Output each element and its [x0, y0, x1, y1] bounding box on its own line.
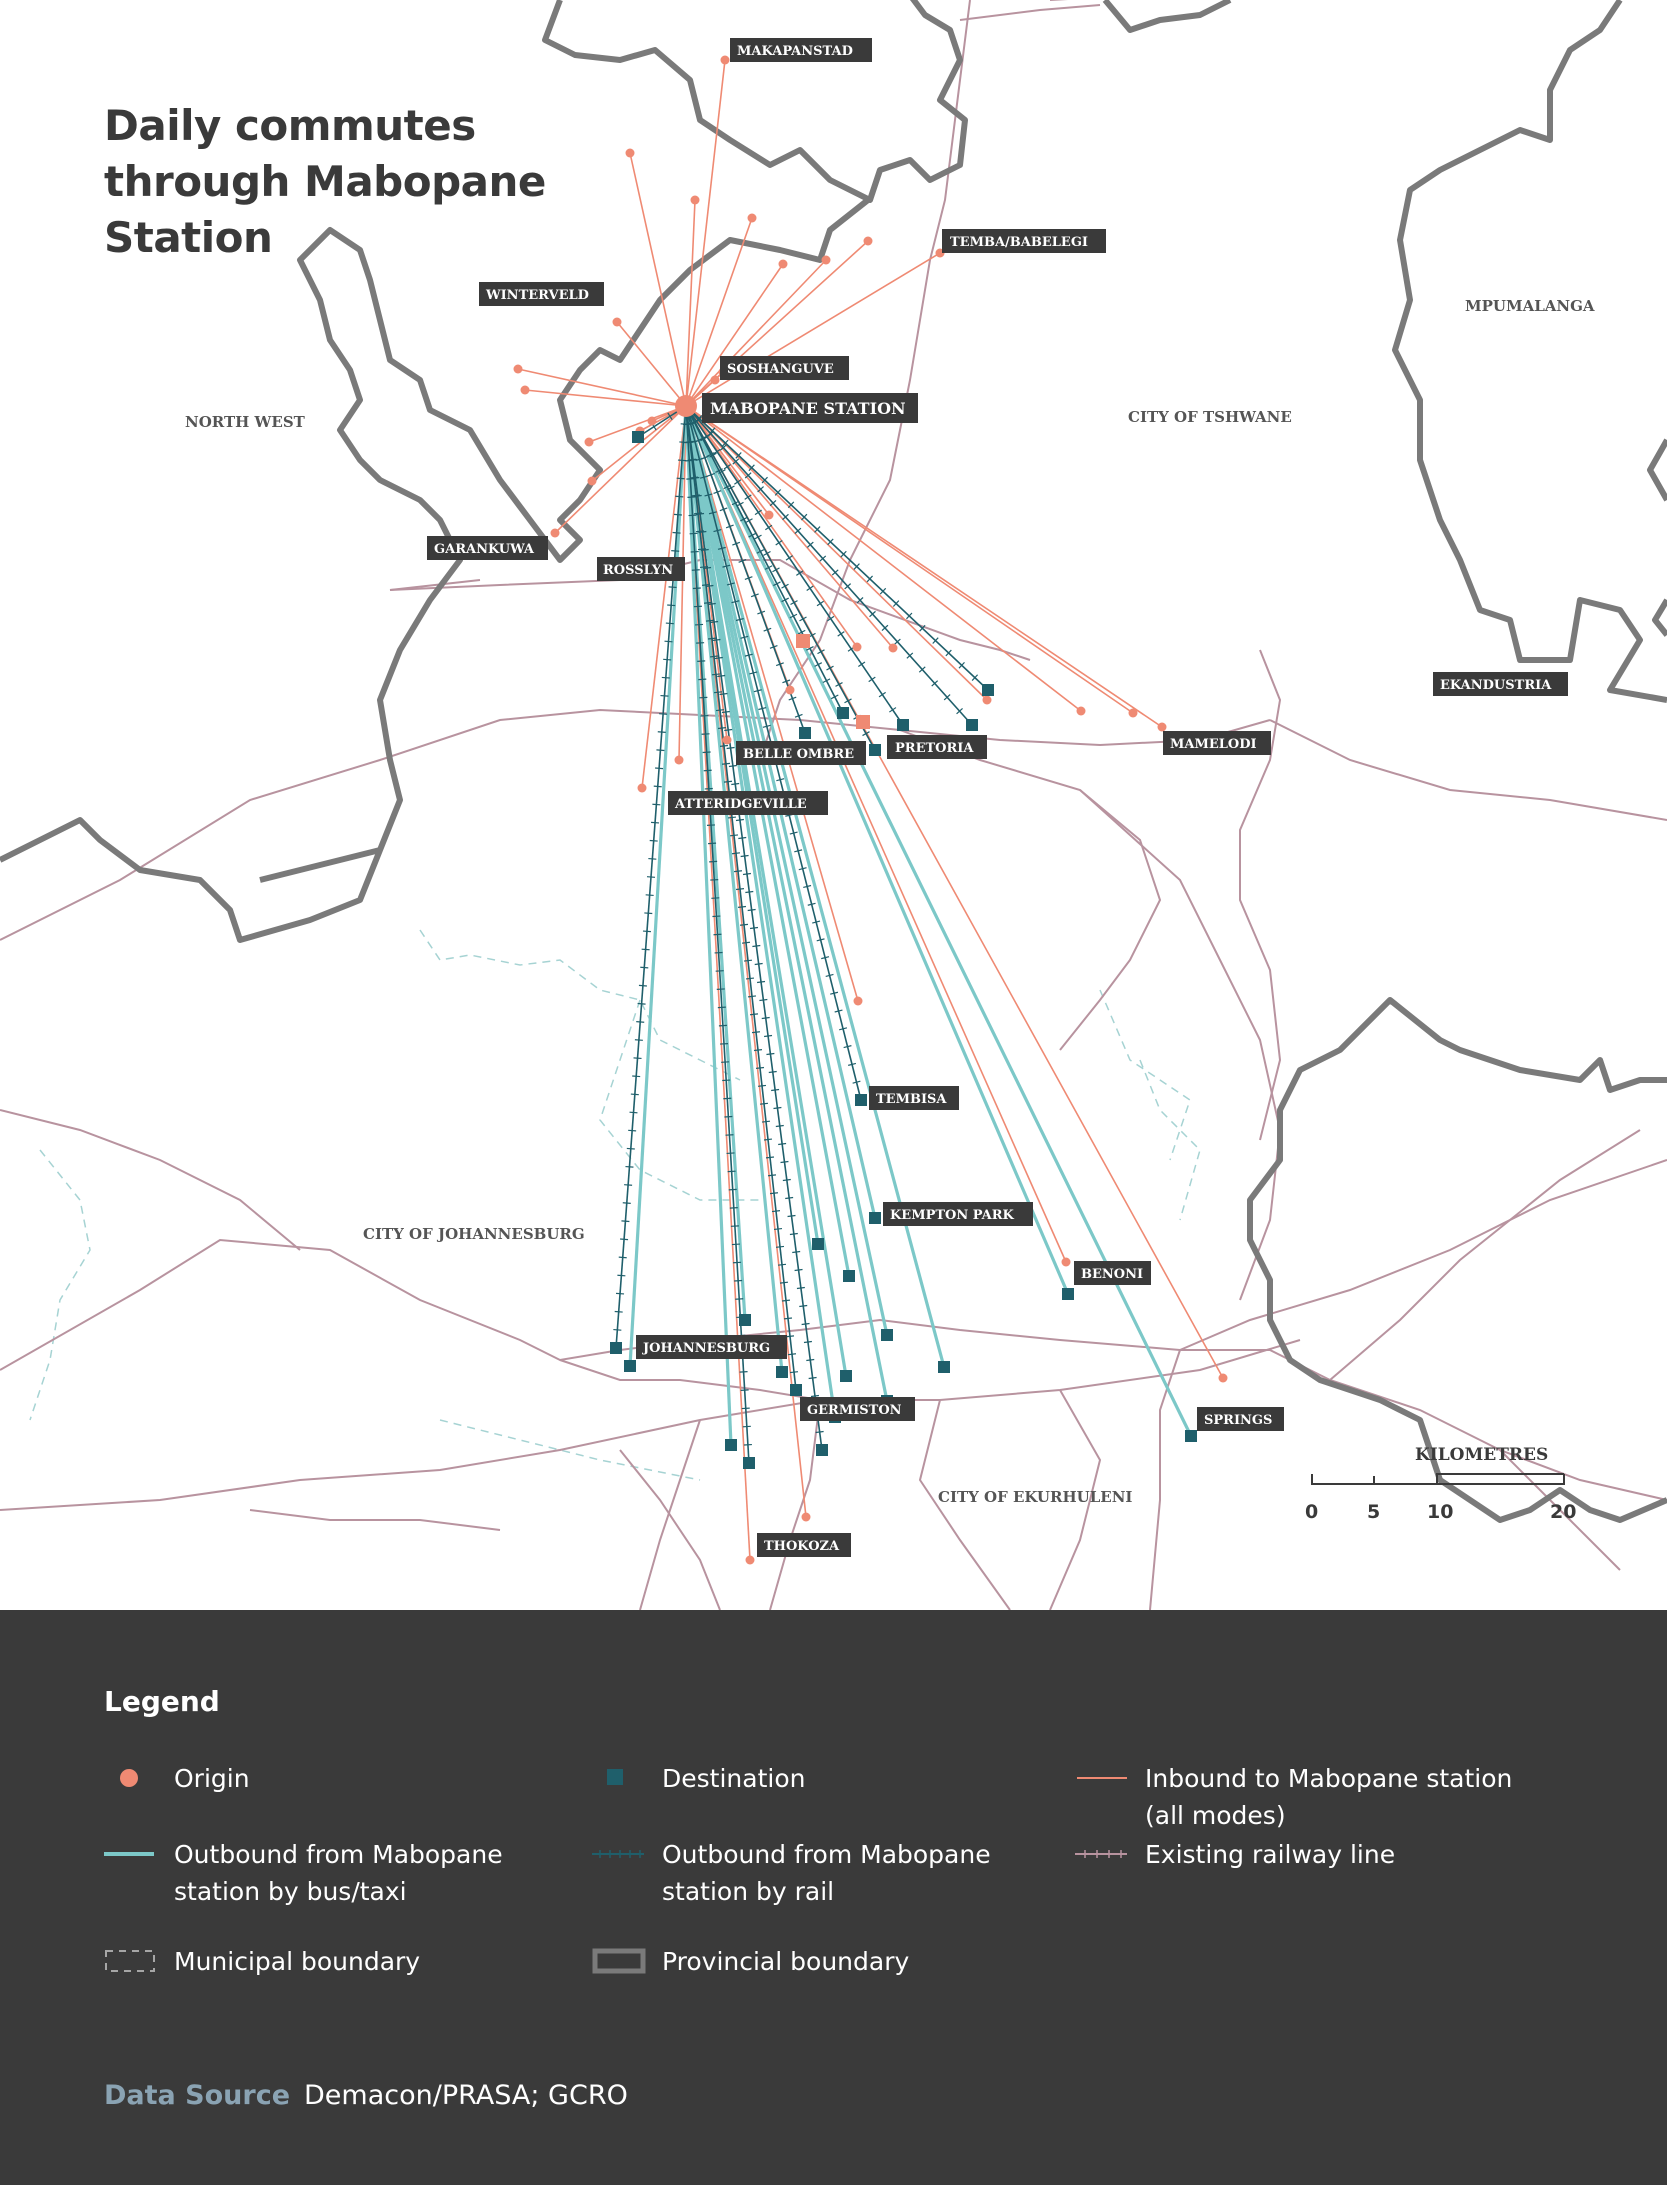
place-label-temba-babelegi	[942, 229, 1106, 253]
rail-route-tick	[765, 525, 772, 529]
svg-text:TEMBISA: TEMBISA	[876, 1092, 947, 1107]
destination-point	[632, 431, 644, 443]
inbound-route-line	[686, 253, 940, 406]
rail-route-tick	[619, 1257, 627, 1258]
rail-route-tick	[640, 967, 648, 968]
legend-panel	[0, 1610, 1667, 2185]
rail-route-tick	[673, 533, 681, 534]
svg-text:WINTERVELD: WINTERVELD	[486, 288, 589, 303]
destination-point	[790, 1384, 802, 1396]
svg-text:MABOPANE STATION: MABOPANE STATION	[710, 399, 906, 418]
rail-route-tick	[613, 1330, 621, 1331]
svg-text:JOHANNESBURG: JOHANNESBURG	[643, 1341, 771, 1356]
route-endpoints	[514, 56, 1228, 1565]
origin-point	[638, 784, 647, 793]
region-city-of-ekurhuleni: CITY OF EKURHULENI	[938, 1488, 1133, 1506]
rail-route-tick	[764, 1035, 772, 1036]
inbound-route-line	[686, 260, 826, 406]
rail-route-tick	[652, 804, 660, 805]
rail-route-tick	[666, 623, 674, 624]
rail-route-tick	[667, 605, 675, 606]
rail-route-tick	[624, 1185, 632, 1186]
svg-text:0: 0	[1305, 1501, 1319, 1523]
destination-point	[739, 1314, 751, 1326]
rail-route-tick	[662, 677, 670, 678]
rail-route-tick	[728, 817, 736, 818]
origin-point	[765, 511, 774, 520]
destination-symbol	[592, 1760, 662, 1794]
legend-label-provincial: Provincial boundary	[662, 1947, 910, 1976]
origin-point	[721, 56, 730, 65]
rail-route-tick	[615, 1311, 623, 1312]
destination-point	[816, 1444, 828, 1456]
legend-label-origin: Origin	[174, 1764, 250, 1793]
legend-item-destination	[592, 1760, 1062, 1797]
rail-route-tick	[647, 877, 655, 878]
rail-route-tick	[858, 662, 865, 666]
place-label-mamelodi	[1163, 731, 1271, 755]
svg-text:KILOMETRES: KILOMETRES	[1415, 1445, 1549, 1465]
svg-text:MAKAPANSTAD: MAKAPANSTAD	[737, 44, 853, 59]
destination-point	[869, 1212, 881, 1224]
rail-route-tick	[769, 1071, 777, 1072]
rail-route-tick	[804, 1341, 812, 1342]
rail-route-tick	[762, 1017, 770, 1018]
region-city-of-johannesburg: CITY OF JOHANNESBURG	[363, 1225, 585, 1243]
rail-route-tick	[778, 1143, 786, 1144]
origin-point	[822, 256, 831, 265]
origin-point	[889, 644, 898, 653]
rail-route-tick	[625, 1167, 633, 1168]
place-label-ekandustria	[1433, 672, 1568, 696]
destination-point	[843, 1270, 855, 1282]
place-label-winterveld	[479, 282, 604, 306]
place-label-belle-ombre	[736, 741, 866, 765]
municipal-boundary-symbol	[104, 1943, 174, 1977]
legend-title: Legend	[104, 1685, 220, 1718]
data-source-label: Data Source	[104, 2080, 291, 2111]
origin-point	[853, 643, 862, 652]
rail-route-tick	[802, 1323, 810, 1324]
rail-route-tick	[665, 641, 673, 642]
rail-route-tick	[743, 873, 751, 874]
origin-point	[1129, 709, 1138, 718]
origin-point	[626, 149, 635, 158]
destination-point	[840, 1370, 852, 1382]
legend-item-railway	[1075, 1836, 1545, 1873]
rail-route-tick	[656, 750, 664, 751]
origin-point	[711, 376, 720, 385]
rail-route-tick	[755, 963, 763, 964]
svg-text:ROSSLYN: ROSSLYN	[603, 563, 674, 578]
rail-route-tick	[730, 835, 738, 836]
inbound-route-line	[592, 406, 686, 481]
outbound-bus-route-line	[686, 406, 782, 1372]
rail-route-tick	[628, 1130, 636, 1131]
legend-label-outbound-rail: Outbound from Mabopane station by rail	[662, 1840, 991, 1906]
rail-route-tick	[889, 708, 896, 712]
provincial-boundary-symbol	[592, 1943, 662, 1977]
origin-point	[648, 417, 657, 426]
rail-route-tick	[809, 1377, 817, 1378]
rail-route-tick	[643, 931, 651, 932]
origin-point	[864, 237, 873, 246]
rail-route-tick	[620, 1239, 628, 1240]
destination-point	[855, 1094, 867, 1106]
rail-route-tick	[722, 763, 730, 764]
rail-route-tick	[646, 895, 654, 896]
rail-route-tick	[738, 907, 746, 908]
rail-route-tick	[783, 1179, 791, 1180]
rail-route-tick	[776, 540, 783, 544]
rail-route-tick	[677, 478, 685, 479]
rail-route-tick	[738, 837, 746, 838]
origin-point	[588, 477, 597, 486]
railway-symbol	[1075, 1836, 1145, 1870]
svg-text:5: 5	[1367, 1501, 1381, 1523]
svg-text:GARANKUWA: GARANKUWA	[434, 542, 534, 557]
svg-text:THOKOZA: THOKOZA	[764, 1539, 840, 1554]
rail-route-tick	[750, 927, 758, 928]
rail-route-tick	[776, 1125, 784, 1126]
bus-line-symbol	[104, 1836, 174, 1870]
place-label-benoni	[1074, 1261, 1151, 1285]
place-label-mabopane-station	[702, 393, 918, 423]
rail-route-tick	[811, 1395, 819, 1396]
origin-point	[585, 438, 594, 447]
rail-route-tick	[745, 891, 753, 892]
rail-route-tick	[627, 1148, 635, 1149]
destination-point	[812, 1238, 824, 1250]
route-lines	[518, 60, 1223, 1560]
rail-route-tick	[807, 586, 814, 590]
destination-point	[869, 744, 881, 756]
inbound-route-line	[555, 406, 686, 533]
origin-destination-point	[796, 634, 810, 648]
rail-route-tick	[736, 889, 744, 890]
origin-point	[1219, 1374, 1228, 1383]
svg-text:20: 20	[1550, 1501, 1577, 1523]
origin-symbol	[104, 1760, 174, 1794]
rail-route-tick	[736, 819, 744, 820]
map-title: Daily commutes through Mabopane Station	[104, 101, 546, 262]
rail-line-symbol	[592, 1836, 662, 1870]
svg-text:EKANDUSTRIA: EKANDUSTRIA	[1440, 678, 1552, 693]
origin-point	[1158, 723, 1167, 732]
svg-text:KEMPTON PARK: KEMPTON PARK	[890, 1208, 1014, 1223]
outbound-bus-route-line	[630, 406, 686, 1366]
rail-route-tick	[790, 1372, 798, 1373]
rail-route-tick	[759, 999, 767, 1000]
rail-route-tick	[785, 1197, 793, 1198]
origin-point	[983, 696, 992, 705]
place-label-atteridgeville	[668, 791, 828, 815]
rail-route-tick	[727, 747, 735, 748]
rail-route-tick	[644, 913, 652, 914]
svg-text:MAMELODI: MAMELODI	[1170, 737, 1257, 752]
destination-point	[624, 1360, 636, 1372]
rail-route-tick	[617, 1275, 625, 1276]
place-label-makapanstad	[730, 38, 872, 62]
rail-route-tick	[621, 1221, 629, 1222]
place-label-kempton-park	[883, 1202, 1033, 1226]
rail-route-tick	[669, 587, 677, 588]
rail-route-tick	[650, 840, 658, 841]
svg-text:GERMISTON: GERMISTON	[807, 1403, 902, 1418]
rail-route-tick	[623, 1203, 631, 1204]
rail-route-tick	[788, 1354, 796, 1355]
legend-item-origin	[104, 1760, 574, 1797]
origin-point	[723, 736, 732, 745]
origin-destination-point	[856, 715, 870, 729]
rail-route-tick	[734, 871, 742, 872]
inbound-line-symbol	[1075, 1760, 1145, 1794]
rail-route-tick	[817, 601, 824, 605]
place-label-tembisa	[869, 1086, 959, 1110]
rail-route-tick	[651, 822, 659, 823]
rail-route-tick	[663, 659, 671, 660]
destination-point	[725, 1439, 737, 1451]
inbound-route-line	[686, 406, 987, 700]
svg-text:SPRINGS: SPRINGS	[1204, 1413, 1273, 1428]
rail-route-tick	[806, 1359, 814, 1360]
legend-label-railway: Existing railway line	[1145, 1840, 1396, 1869]
rail-route-tick	[654, 786, 662, 787]
legend-label-municipal: Municipal boundary	[174, 1947, 421, 1976]
destination-point	[1062, 1288, 1074, 1300]
legend-item-municipal	[104, 1943, 574, 1980]
rail-route-tick	[674, 514, 682, 515]
destination-point	[881, 1329, 893, 1341]
rail-route-tick	[660, 696, 668, 697]
place-label-rosslyn	[597, 557, 685, 581]
origin-point	[521, 386, 530, 395]
rail-route-tick	[741, 855, 749, 856]
origin-point	[691, 196, 700, 205]
place-label-pretoria	[887, 735, 987, 759]
origin-point	[854, 997, 863, 1006]
region-north-west: NORTH WEST	[185, 413, 305, 431]
rail-route-tick	[671, 551, 679, 552]
rail-route-tick	[748, 909, 756, 910]
rail-route-tick	[724, 781, 732, 782]
inbound-route-line	[525, 390, 686, 406]
rail-route-tick	[638, 1004, 646, 1005]
legend-label-destination: Destination	[662, 1764, 806, 1793]
svg-text:BENONI: BENONI	[1081, 1267, 1144, 1282]
rail-route-tick	[642, 949, 650, 950]
rail-route-tick	[790, 1233, 798, 1234]
origin-point	[675, 756, 684, 765]
region-city-of-tshwane: CITY OF TSHWANE	[1128, 408, 1292, 426]
rail-route-tick	[781, 1161, 789, 1162]
rail-route-tick	[616, 1293, 624, 1294]
rail-route-tick	[675, 496, 683, 497]
rail-route-tick	[639, 985, 647, 986]
origin-point	[1077, 707, 1086, 716]
rail-route-tick	[752, 945, 760, 946]
rail-route-tick	[799, 1305, 807, 1306]
rail-route-tick	[630, 1112, 638, 1113]
destination-point	[837, 707, 849, 719]
rail-route-tick	[771, 1089, 779, 1090]
inbound-route-line	[686, 200, 695, 406]
inbound-route-line	[686, 264, 783, 406]
rail-route-tick	[766, 1053, 774, 1054]
legend-item-inbound	[1075, 1760, 1555, 1834]
destination-point	[776, 1366, 788, 1378]
scale-bar	[1305, 1445, 1576, 1523]
destination-point	[799, 727, 811, 739]
legend-item-provincial	[592, 1943, 1062, 1980]
rail-route-tick	[786, 556, 793, 560]
rail-route-tick	[635, 1040, 643, 1041]
svg-text:TEMBA/BABELEGI: TEMBA/BABELEGI	[950, 235, 1088, 250]
rail-route-tick	[655, 768, 663, 769]
origin-point	[786, 686, 795, 695]
rail-route-tick	[792, 1251, 800, 1252]
rail-route-tick	[795, 1269, 803, 1270]
rail-route-tick	[797, 1287, 805, 1288]
rail-route-tick	[636, 1022, 644, 1023]
origin-point	[746, 1556, 755, 1565]
svg-text:10: 10	[1427, 1501, 1454, 1523]
origin-point	[802, 1513, 811, 1522]
destination-point	[897, 719, 909, 731]
legend-label-inbound: Inbound to Mabopane station (all modes)	[1145, 1764, 1513, 1830]
rail-route-tick	[631, 1094, 639, 1095]
svg-text:ATTERIDGEVILLE: ATTERIDGEVILLE	[675, 797, 807, 812]
place-label-germiston	[800, 1397, 915, 1421]
rail-route-tick	[678, 460, 686, 461]
destination-point	[610, 1342, 622, 1354]
legend-item-outbound-bus	[104, 1836, 554, 1910]
inbound-route-line	[686, 60, 725, 406]
rail-route-tick	[729, 765, 737, 766]
origin-point	[1062, 1258, 1071, 1267]
origin-point	[748, 214, 757, 223]
destination-point	[743, 1457, 755, 1469]
origin-point	[613, 318, 622, 327]
mabopane-station-marker[interactable]	[675, 395, 697, 417]
legend-label-outbound-bus: Outbound from Mabopane station by bus/taxi	[174, 1840, 503, 1906]
destination-point	[966, 719, 978, 731]
origin-point	[779, 260, 788, 269]
rail-route-tick	[634, 1058, 642, 1059]
rail-route-tick	[659, 714, 667, 715]
rail-route-tick	[648, 859, 656, 860]
svg-text:PRETORIA: PRETORIA	[895, 741, 974, 756]
legend-item-outbound-rail	[592, 1836, 1042, 1910]
origin-point	[551, 529, 560, 538]
data-source	[104, 2080, 628, 2111]
destination-point	[938, 1361, 950, 1373]
place-label-springs	[1197, 1407, 1284, 1431]
rail-route-tick	[773, 1107, 781, 1108]
rail-route-tick	[838, 632, 845, 636]
rail-route-tick	[732, 853, 740, 854]
place-label-garankuwa	[427, 536, 548, 560]
rail-route-tick	[879, 692, 886, 696]
svg-text:BELLE OMBRE: BELLE OMBRE	[743, 747, 855, 762]
rail-route-tick	[757, 981, 765, 982]
place-label-johannesburg	[636, 1335, 787, 1359]
rail-route-tick	[869, 677, 876, 681]
rail-route-tick	[632, 1076, 640, 1077]
region-mpumalanga: MPUMALANGA	[1465, 297, 1595, 315]
rail-route-tick	[788, 1215, 796, 1216]
place-label-thokoza	[757, 1533, 851, 1557]
rail-route-tick	[731, 783, 739, 784]
svg-text:SOSHANGUVE: SOSHANGUVE	[727, 362, 834, 377]
place-label-soshanguve	[720, 356, 849, 380]
data-source-value: Demacon/PRASA; GCRO	[304, 2080, 628, 2111]
destination-point	[1185, 1430, 1197, 1442]
destination-point	[982, 684, 994, 696]
rail-route-tick	[658, 732, 666, 733]
origin-point	[514, 365, 523, 374]
